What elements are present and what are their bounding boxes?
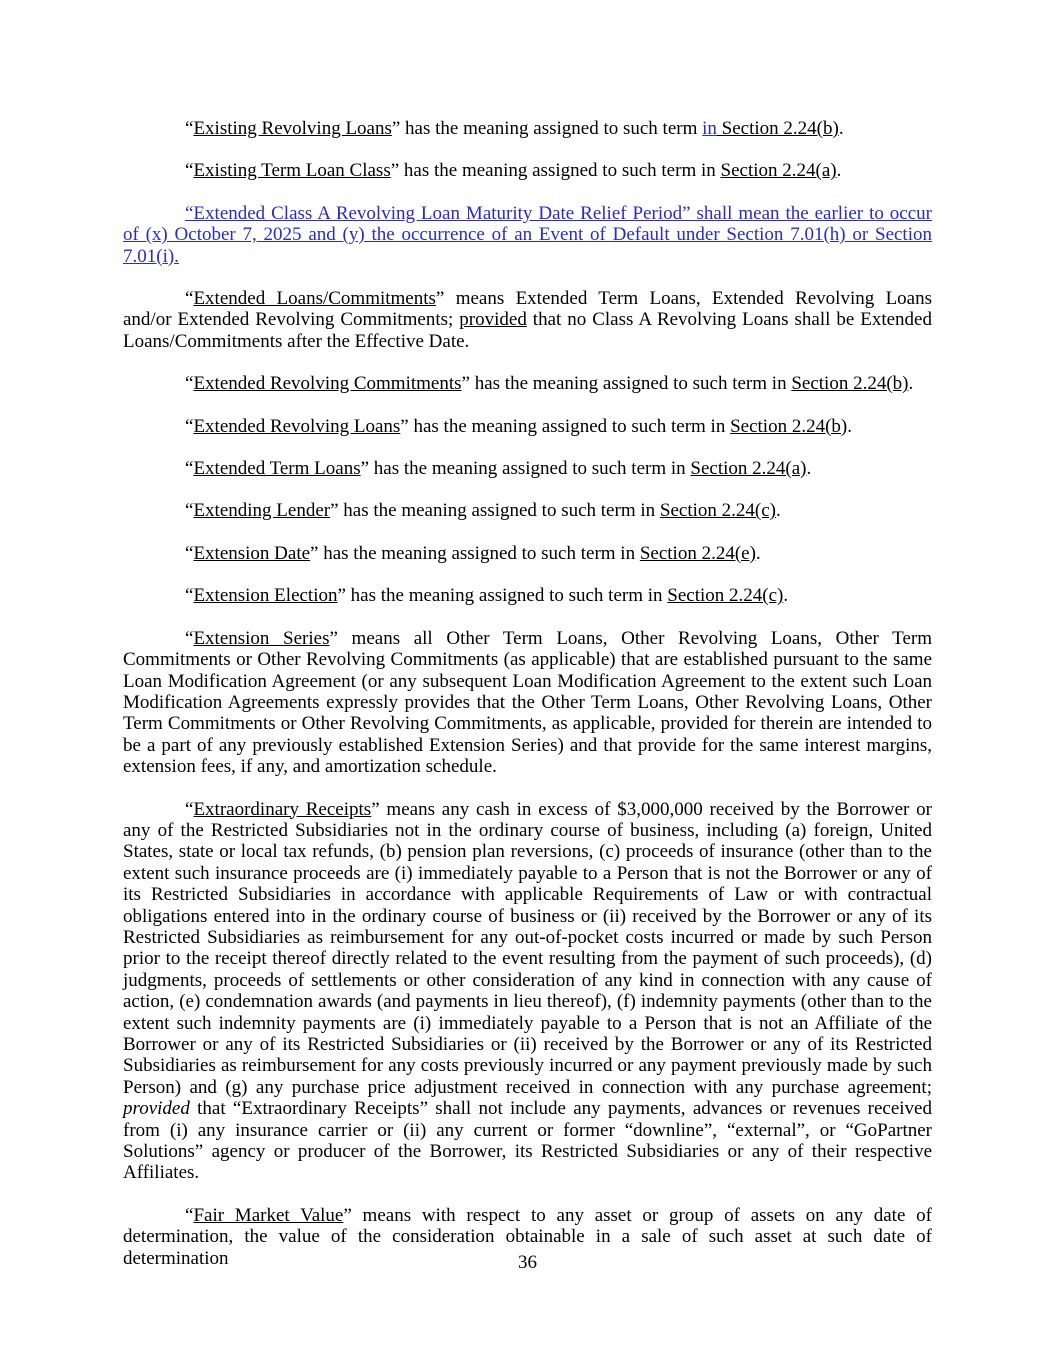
underlined-text: Section 2.24(e) — [639, 542, 756, 564]
text-run: that “Extraordinary Receipts” shall not include any payments, advances or revenues received from (i) any insurance carrier or (ii) any current or former “downline”, “external”, or “GoPartner Solutions” agency or producer of the Borrower, its Restricted Subsidiaries or any of their respective Affiliates. — [123, 1098, 932, 1184]
text-run: . — [775, 500, 781, 522]
definition-extending-lender — [123, 500, 932, 521]
definition-extension-series — [123, 628, 932, 778]
underlined-text: Section 2.24(c) — [667, 585, 784, 607]
text-run: “ — [185, 415, 194, 437]
text-run: “ — [185, 627, 194, 649]
underlined-text: provided — [459, 309, 527, 331]
definition-extended-revolving-loans — [123, 416, 932, 437]
definition-extended-class-a-revolving-loan-maturity-date-relief-period — [123, 203, 932, 267]
text-run: “ — [185, 1204, 194, 1226]
text-run: . — [783, 585, 789, 607]
underlined-text: Extended Loans/Commitments — [193, 288, 436, 310]
text-run: ” has the meaning assigned to such term in — [310, 542, 640, 564]
underlined-text: Section 2.24(a) — [690, 458, 807, 480]
underlined-text: Extended Term Loans — [193, 458, 361, 480]
text-run: “ — [185, 585, 194, 607]
definition-extraordinary-receipts — [123, 799, 932, 1184]
underlined-text: Section 2.24(c) — [659, 500, 776, 522]
text-run: . — [838, 118, 844, 139]
text-run: ” has the meaning assigned to such term in — [461, 373, 792, 395]
underlined-text: “Extended Class A Revolving Loan Maturity Date Relief Period” shall mean the earlier to occur of (x) October 7, 2025 and (y) the occurrence of an Event of Default under Section 7.01(h) or Section 7.01(i). — [123, 202, 932, 267]
definition-existing-revolving-loans — [123, 118, 932, 139]
underlined-text: Extension Election — [193, 585, 338, 607]
underlined-text: Existing Term Loan Class — [193, 160, 391, 182]
text-run: ” has the meaning assigned to such term in — [390, 160, 721, 182]
page-number: 36 — [518, 1252, 537, 1273]
underlined-text: Section 2.24(b) — [716, 118, 839, 139]
text-run: “ — [185, 288, 194, 310]
text-run: ” has the meaning assigned to such term — [391, 118, 703, 139]
definition-extension-date — [123, 543, 932, 564]
underlined-text: Section 2.24(a) — [720, 160, 837, 182]
underlined-text: in — [702, 118, 717, 139]
definition-extended-loans-commitments — [123, 288, 932, 352]
definition-extended-term-loans — [123, 458, 932, 479]
definition-extended-revolving-commitments — [123, 373, 932, 394]
text-run: . — [755, 542, 761, 564]
text-run: that no Class A Revolving Loans shall be Extended Loans/Commitments after the Effective Date. — [123, 309, 932, 352]
text-run: “ — [185, 373, 194, 395]
text-run: ” means all Other Term Loans, Other Revolving Loans, Other Term Commitments or Other Revolving Commitments (as applicable) that are established pursuant to the same Loan Modification Agreement (or any subsequent Loan Modification Agreement to the extent such Loan Modification Agreements expressly provides that the Other Term Loans, Other Revolving Loans, Other Term Commitments or Other Revolving Commitments, as applicable, provided for therein are intended to be a part of any previously established Extension Series) and that provide for the same interest margins, extension fees, if any, and amortization schedule. — [123, 627, 932, 778]
text-run: “ — [185, 160, 194, 182]
underlined-text: Extension Series — [193, 627, 330, 649]
underlined-text: Extended Revolving Commitments — [193, 373, 462, 395]
text-run: ” means any cash in excess of $3,000,000 received by the Borrower or any of the Restricted Subsidiaries not in the ordinary course of business, including (a) foreign, United States, state or local tax refunds, (b) pension plan reversions, (c) proceeds of insurance (other than to the extent such insurance proceeds are (i) immediately payable to a Person that is not the Borrower or any of its Restricted Subsidiaries in accordance with applicable Requirements of Law or with contractual obligations entered into in the ordinary course of business or (ii) received by the Borrower or any of its Restricted Subsidiaries as reimbursement for any out-of-pocket costs incurred or made by such Person prior to the receipt thereof directly related to the event resulting from the payment of such proceeds), (d) judgments, proceeds of settlements or other consideration of any kind in connection with any cause of action, (e) condemnation awards (and payments in lieu thereof), (f) indemnity payments (other than to the extent such indemnity payments are (i) immediately payable to a Person that is not an Affiliate of the Borrower or any of its Restricted Subsidiaries or (ii) received by the Borrower or any of its Restricted Subsidiaries as reimbursement for any costs previously incurred or any payment previously made by such Person) and (g) any purchase price adjustment received in connection with any purchase agreement; — [123, 798, 932, 1098]
text-run: “ — [185, 118, 194, 139]
text-run: ” has the meaning assigned to such term in — [360, 458, 691, 480]
definitions-text — [123, 118, 932, 1290]
text-run: . — [806, 458, 812, 480]
text-run: . — [908, 373, 914, 395]
text-run: ” has the meaning assigned to such term in — [400, 415, 731, 437]
definition-extension-election — [123, 585, 932, 606]
underlined-text: Section 2.24(b) — [730, 415, 848, 437]
text-run: ” has the meaning assigned to such term in — [337, 585, 668, 607]
definition-existing-term-loan-class — [123, 160, 932, 181]
underlined-text: Extraordinary Receipts — [193, 798, 372, 820]
text-run: ” means with respect to any asset or group of assets on any date of determination, the value of the consideration obtainable in a sale of such asset at such date of determination — [123, 1204, 932, 1269]
text-run: “ — [185, 798, 194, 820]
text-run: ” has the meaning assigned to such term in — [330, 500, 660, 522]
text-run: . — [836, 160, 842, 182]
underlined-text: Section 2.24(b) — [791, 373, 909, 395]
underlined-text: Existing Revolving Loans — [193, 118, 392, 139]
text-run: ” means Extended Term Loans, Extended Revolving Loans and/or Extended Revolving Commitments; — [123, 288, 933, 331]
underlined-text: Extension Date — [193, 542, 311, 564]
text-run: “ — [185, 458, 194, 480]
text-run: provided — [123, 1098, 190, 1120]
underlined-text: Extended Revolving Loans — [193, 415, 401, 437]
text-run: “ — [185, 542, 194, 564]
underlined-text: Fair Market Value — [193, 1204, 344, 1226]
text-run: . — [847, 415, 852, 437]
text-run: “ — [185, 500, 194, 522]
underlined-text: Extending Lender — [193, 500, 331, 522]
